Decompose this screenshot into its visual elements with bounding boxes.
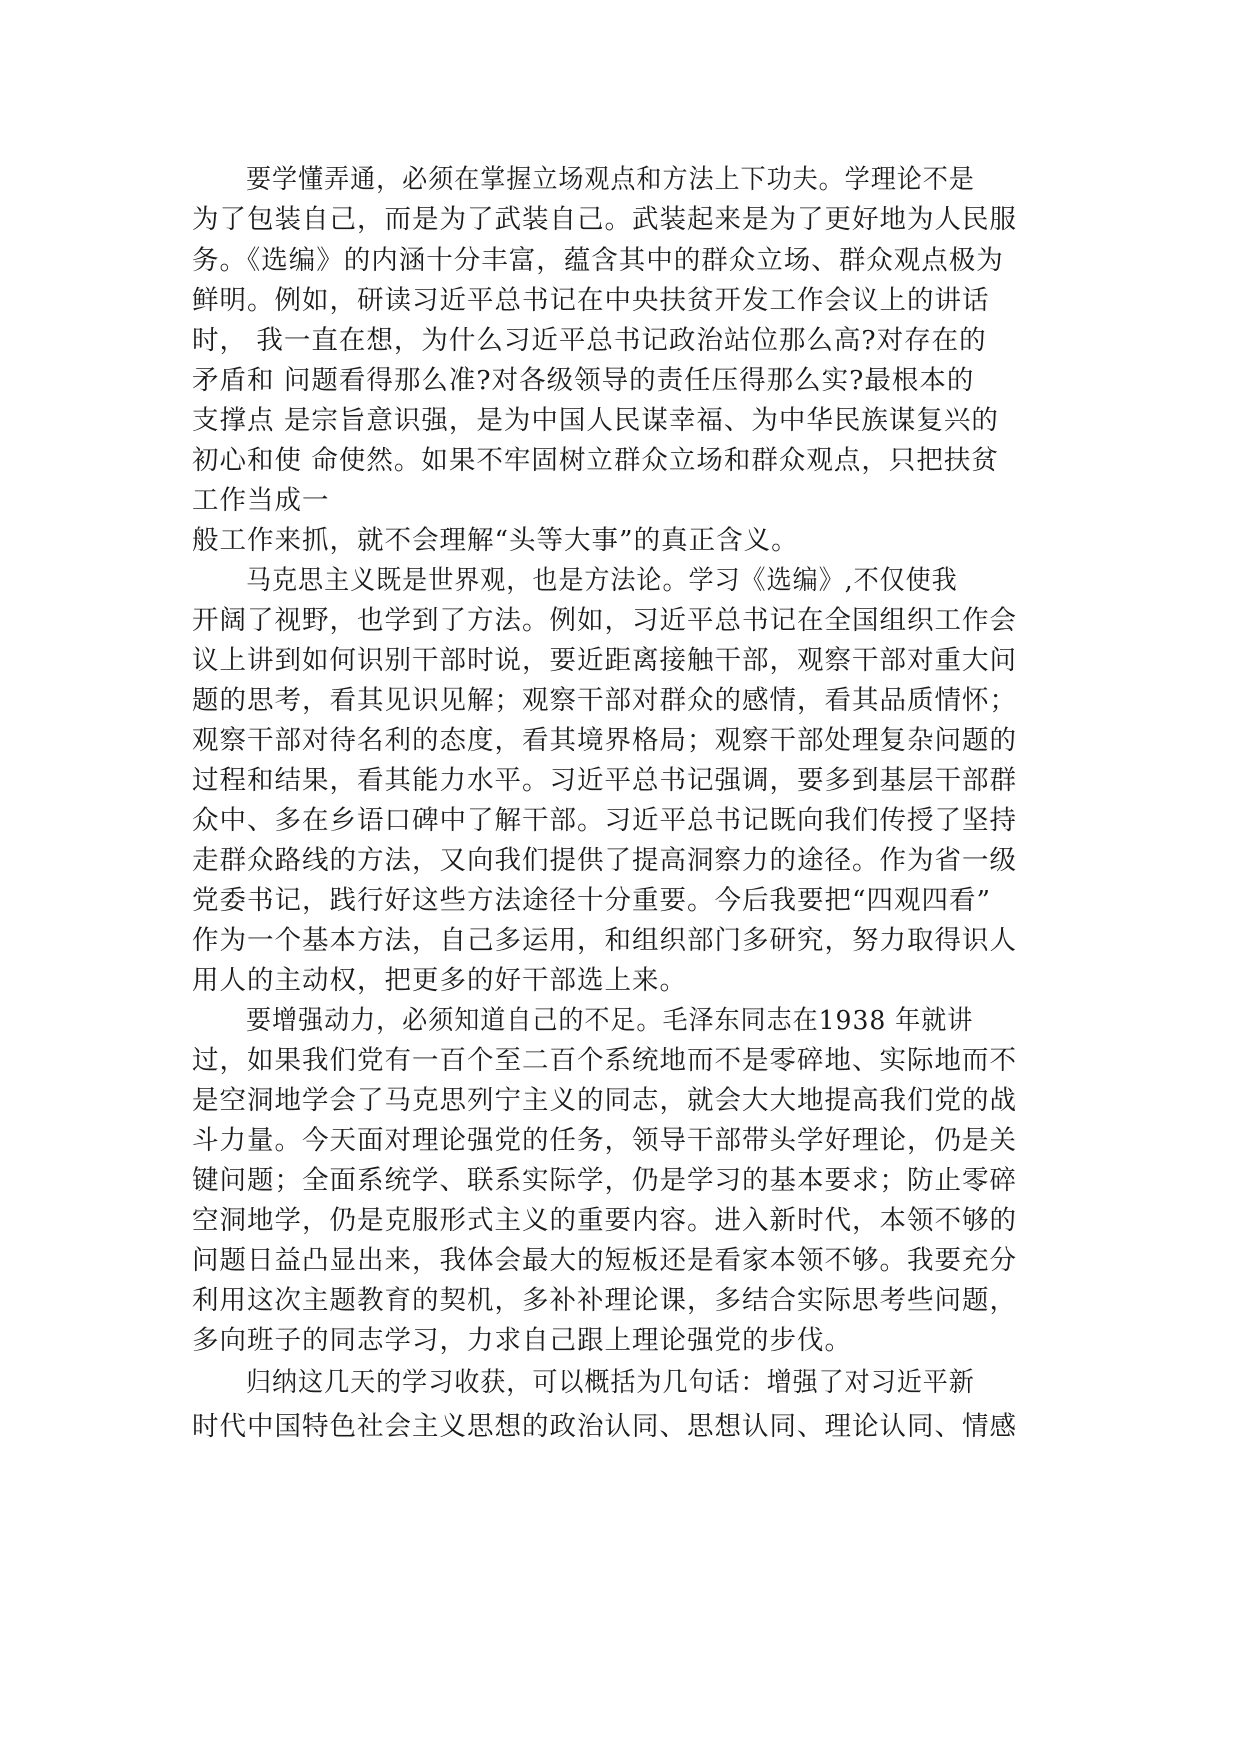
paragraph-3-line-7: 问题日益凸显出来，我体会最大的短板还是看家本领不够。我要充分 [192, 1245, 1017, 1276]
paragraph-1-line-9: 工作当成一 [192, 485, 330, 516]
paragraph-3-line-2: 过，如果我们党有一百个至二百个系统地而不是零碎地、实际地而不 [192, 1045, 1017, 1076]
paragraph-2-line-9: 党委书记，践行好这些方法途径十分重要。今后我要把“四观四看” [192, 885, 992, 916]
paragraph-3-line-6: 空洞地学，仍是克服形式主义的重要内容。进入新时代，本领不够的 [192, 1205, 1017, 1236]
paragraph-3-line-4: 斗力量。今天面对理论强党的任务，领导干部带头学好理论，仍是关 [192, 1125, 1017, 1156]
paragraph-3-line-1: 要增强动力，必须知道自己的不足。毛泽东同志在1938 年就讲 [246, 1005, 974, 1036]
paragraph-1-line-4: 鲜明。例如，研读习近平总书记在中央扶贫开发工作会议上的讲话 [192, 285, 990, 316]
paragraph-2-line-7: 众中、多在乡语口碑中了解干部。习近平总书记既向我们传授了坚持 [192, 805, 1017, 836]
paragraph-2-line-5: 观察干部对待名利的态度，看其境界格局；观察干部处理复杂问题的 [192, 725, 1017, 756]
paragraph-1-line-5: 时， 我一直在想，为什么习近平总书记政治站位那么高?对存在的 [192, 325, 987, 356]
paragraph-4-line-2: 时代中国特色社会主义思想的政治认同、思想认同、理论认同、情感 [192, 1411, 1017, 1442]
paragraph-2-line-8: 走群众路线的方法，又向我们提供了提高洞察力的途径。作为省一级 [192, 845, 1017, 876]
paragraph-2-line-1: 马克思主义既是世界观，也是方法论。学习《选编》,不仅使我 [246, 565, 958, 596]
paragraph-3-line-3: 是空洞地学会了马克思列宁主义的同志，就会大大地提高我们党的战 [192, 1085, 1017, 1116]
paragraph-1-line-7: 支撑点 是宗旨意识强，是为中国人民谋幸福、为中华民族谋复兴的 [192, 405, 999, 436]
paragraph-2-line-11: 用人的主动权，把更多的好干部选上来。 [192, 965, 687, 996]
paragraph-2-line-2: 开阔了视野，也学到了方法。例如，习近平总书记在全国组织工作会 [192, 605, 1017, 636]
paragraph-1-line-8: 初心和使 命使然。如果不牢固树立群众立场和群众观点，只把扶贫 [192, 445, 999, 476]
paragraph-3-line-5: 键问题；全面系统学、联系实际学，仍是学习的基本要求；防止零碎 [192, 1165, 1017, 1196]
paragraph-1-line-1: 要学懂弄通，必须在掌握立场观点和方法上下功夫。学理论不是 [246, 164, 975, 195]
paragraph-1-line-3: 务。《选编》的内涵十分丰富，蕴含其中的群众立场、群众观点极为 [192, 245, 1004, 276]
paragraph-2-line-3: 议上讲到如何识别干部时说，要近距离接触干部，观察干部对重大问 [192, 645, 1017, 676]
paragraph-2-line-10: 作为一个基本方法，自己多运用，和组织部门多研究，努力取得识人 [192, 925, 1017, 956]
paragraph-3-line-8: 利用这次主题教育的契机，多补补理论课，多结合实际思考些问题， [192, 1285, 1017, 1316]
paragraph-2-line-6: 过程和结果，看其能力水平。习近平总书记强调，要多到基层干部群 [192, 765, 1017, 796]
paragraph-2-line-4: 题的思考，看其见识见解；观察干部对群众的感情，看其品质情怀； [192, 685, 1017, 716]
paragraph-1-line-6: 矛盾和 问题看得那么准?对各级领导的责任压得那么实?最根本的 [192, 365, 975, 396]
paragraph-4-line-1: 归纳这几天的学习收获，可以概括为几句话：增强了对习近平新 [246, 1367, 975, 1398]
paragraph-1-line-2: 为了包装自己，而是为了武装自己。武装起来是为了更好地为人民服 [192, 204, 1017, 235]
paragraph-3-line-9: 多向班子的同志学习，力求自己跟上理论强党的步伐。 [192, 1325, 852, 1356]
paragraph-1-line-10: 般工作来抓，就不会理解“头等大事”的真正含义。 [192, 525, 799, 556]
